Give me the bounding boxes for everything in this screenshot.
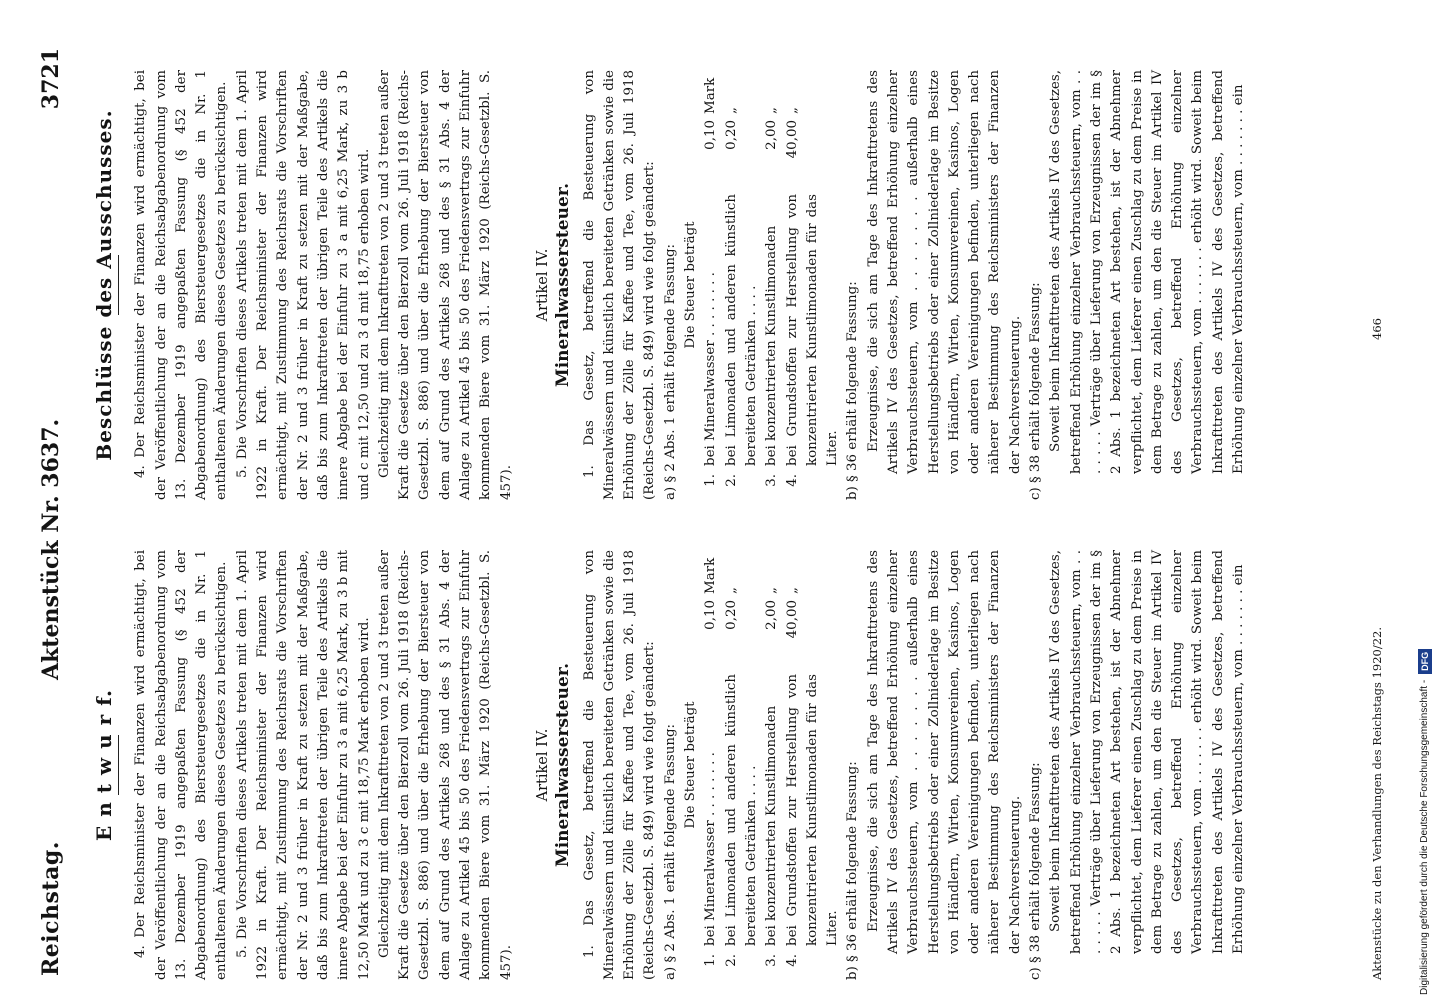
left-tax-item: 3. bei konzentrierten Kunstlimonaden 2,00 „ xyxy=(764,587,780,967)
left-column-entwurf xyxy=(80,550,1249,980)
right-para-6: Gleichzeitig mit dem Inkrafttreten von 2 und 3 treten außer Kraft die Gesetze über den Bierzoll vom 26. Juli 1918 (Reichs-Gesetzbl. S. 886) und über die Erhebung der Biersteuer von dem auf Grund des Artikels 268 und des § 31 Abs. 4 der Anlage zu Artikel 45 bis 50 des Friedensvertrags zur Einfuhr kommenden Biere vom 31. März 1920 (Reichs-Gesetzbl. S. 457). xyxy=(376,70,514,500)
left-tax-intro: Die Steuer beträgt xyxy=(683,701,699,829)
digitization-sidebar xyxy=(1416,0,1434,1000)
right-column-beschluesse xyxy=(80,70,1249,500)
right-sub-c: c) § 38 erhält folgende Fassung: xyxy=(1028,282,1044,500)
left-tax-item: 4. bei Grundstoffen zur Herstellung von konzentrierten Kunstlimonaden für das Liter. 40,00 „ xyxy=(784,587,841,967)
left-sub-a: a) § 2 Abs. 1 erhält folgende Fassung: xyxy=(662,723,678,980)
right-para-5: 5. Die Vorschriften dieses Artikels treten mit dem 1. April 1922 in Kraft. Der Reichsminister der Finanzen wird ermächtigt, mit Zustimmung des Reichsrats die Vorschriften der Nr. 2 und 3 früher in Kraft zu setzen mit der Maßgabe, daß bis zum Inkrafttreten der übrigen Teile des Artikels die innere Abgabe bei der Einfuhr zu 3 a mit 6,25 Mark, zu 3 b und c mit 12,50 und zu 3 d mit 18,75 erhoben wird. xyxy=(234,70,372,500)
dfg-logo-icon: DFG xyxy=(1418,649,1432,674)
left-para-6: Gleichzeitig mit dem Inkrafttreten von 2 und 3 treten außer Kraft die Gesetze über den Bierzoll vom 26. Juli 1918 (Reichs-Gesetzbl. S. 886) und über die Erhebung der Biersteuer von dem auf Grund des Artikels 268 und des § 31 Abs. 4 der Anlage zu Artikel 45 bis 50 des Friedensvertrags zur Einfuhr kommenden Biere vom 31. März 1920 (Reichs-Gesetzbl. S. 457). xyxy=(376,550,514,980)
left-para-4: 4. Der Reichsminister der Finanzen wird ermächtigt, bei der Veröffentlichung der an die Reichsabgabenordnung vom 13. Dezember 1919 angepaßten Fassung (§ 452 der Abgabenordnung) des Biersteuergesetzes die in Nr. 1 enthaltenen Änderungen dieses Gesetzes zu berücksichtigen. xyxy=(133,550,230,980)
left-sub-b-text: Erzeugnisse, die sich am Tage des Inkrafttretens des Artikels IV des Gesetzes, betreffend Erhöhung einzelner Verbrauchssteuern, vom . . . . . . . außerhalb eines Herstellungsbetriebs oder einer Zollniederlage im Besitze von Händlern, Wirten, Konsumvereinen, Kasinos, Logen oder anderen Vereinigungen befinden, unterliegen nach näherer Bestimmung des Reichsministers der Finanzen der Nachversteuerung. xyxy=(865,550,1023,954)
footer-note: Aktenstücke zu den Verhandlungen des Reichstags 1920/22. xyxy=(1370,626,1384,980)
right-para-4: 4. Der Reichsminister der Finanzen wird ermächtigt, bei der Veröffentlichung der an die Reichsabgabenordnung vom 13. Dezember 1919 angepaßten Fassung (§ 452 der Abgabenordnung) des Biersteuergesetzes die in Nr. 1 enthaltenen Änderungen dieses Gesetzes zu berücksichtigen. xyxy=(133,70,230,500)
digitization-credit: Digitalisierung gefördert durch die Deutsche Forschungsgemeinschaft - xyxy=(1419,679,1430,995)
right-tax-item: 3. bei konzentrierten Kunstlimonaden 2,00 „ xyxy=(764,107,780,487)
right-heading-rule xyxy=(118,255,119,315)
right-tax-item: 2. bei Limonaden und anderen künstlich bereiteten Getränken . . . . 0,20 „ xyxy=(723,107,759,487)
right-tax-intro: Die Steuer beträgt xyxy=(683,221,699,349)
left-sub-c: c) § 38 erhält folgende Fassung: xyxy=(1028,762,1044,980)
left-para-5: 5. Die Vorschriften dieses Artikels treten mit dem 1. April 1922 in Kraft. Der Reichsminister der Finanzen wird ermächtigt, mit Zustimmung des Reichsrats die Vorschriften der Nr. 2 und 3 früher in Kraft zu setzen mit der Maßgabe, daß bis zum Inkrafttreten der übrigen Teile des Artikels die innere Abgabe bei der Einfuhr zu 3 a mit 6,25 Mark, zu 3 b mit 12,50 Mark und zu 3 c mit 18,75 Mark erhoben wird. xyxy=(234,550,372,980)
footer-page-mark: 466 xyxy=(1370,318,1384,340)
right-article: Artikel IV. xyxy=(534,248,551,322)
header-reichstag: Reichstag. xyxy=(38,841,64,976)
left-heading: E n t w u r f. xyxy=(92,689,116,841)
right-heading: Beschlüsse des Ausschusses. xyxy=(92,109,116,461)
page-number: 3721 xyxy=(38,48,64,110)
left-article: Artikel IV. xyxy=(534,728,551,802)
right-sub-a: a) § 2 Abs. 1 erhält folgende Fassung: xyxy=(662,243,678,500)
right-intro: 1. Das Gesetz, betreffend die Besteuerung von Mineralwässern und künstlich bereiteten Getränken sowie die Erhöhung der Zölle für Kaffee und Tee, vom 26. Juli 1918 (Reichs-Gesetzbl. S. 849) wird wie folgt geändert: xyxy=(581,70,658,500)
right-tax-item: 1. bei Mineralwasser . . . . . . . . 0,10 Mark xyxy=(703,77,719,487)
page-header xyxy=(32,40,72,980)
left-intro: 1. Das Gesetz, betreffend die Besteuerung von Mineralwässern und künstlich bereiteten Getränken sowie die Erhöhung der Zölle für Kaffee und Tee, vom 26. Juli 1918 (Reichs-Gesetzbl. S. 849) wird wie folgt geändert: xyxy=(581,550,658,980)
right-sub-c-text: Soweit beim Inkrafttreten des Artikels IV des Gesetzes, betreffend Erhöhung einzelner Verbrauchssteuern, vom . . . . . . . Verträge über Lieferung von Erzeugnissen der im § 2 Abs. 1 bezeichneten Art bestehen, ist der Abnehmer verpflichtet, dem Lieferer einen Zuschlag zu dem Preise in dem Betrage zu zahlen, um den die Steuer im Artikel IV des Gesetzes, betreffend Erhöhung einzelner Verbrauchssteuern, vom . . . . . . . erhöht wird. Soweit beim Inkrafttreten des Artikels IV des Gesetzes, betreffend Erhöhung einzelner Verbrauchssteuern, vom . . . . . . . ein xyxy=(1048,70,1247,474)
left-sub-c-text: Soweit beim Inkrafttreten des Artikels IV des Gesetzes, betreffend Erhöhung einzelner Verbrauchssteuern, vom . . . . . . . Verträge über Lieferung von Erzeugnissen der im § 2 Abs. 1 bezeichneten Art bestehen, ist der Abnehmer verpflichtet, dem Lieferer einen Zuschlag zu dem Preise in dem Betrage zu zahlen, um den die Steuer im Artikel IV des Gesetzes, betreffend Erhöhung einzelner Verbrauchssteuern, vom . . . . . . . erhöht wird. Soweit beim Inkrafttreten des Artikels IV des Gesetzes, betreffend Erhöhung einzelner Verbrauchssteuern, vom . . . . . . . ein xyxy=(1048,550,1247,954)
right-tax-item: 4. bei Grundstoffen zur Herstellung von konzentrierten Kunstlimonaden für das Liter. 40,00 „ xyxy=(784,107,841,487)
left-heading-rule xyxy=(118,735,119,795)
rotated-document-page xyxy=(32,40,1392,980)
left-article-title: Mineralwassersteuer. xyxy=(553,662,574,868)
right-sub-b: b) § 36 erhält folgende Fassung: xyxy=(845,281,861,500)
right-sub-b-text: Erzeugnisse, die sich am Tage des Inkrafttretens des Artikels IV des Gesetzes, betreffend Erhöhung einzelner Verbrauchssteuern, vom . . . . . . . außerhalb eines Herstellungsbetriebs oder einer Zollniederlage im Besitze von Händlern, Wirten, Konsumvereinen, Kasinos, Logen oder anderen Vereinigungen befinden, unterliegen nach näherer Bestimmung des Reichsministers der Finanzen der Nachversteuerung. xyxy=(865,70,1023,474)
right-article-title: Mineralwassersteuer. xyxy=(553,182,574,388)
left-tax-item: 2. bei Limonaden und anderen künstlich bereiteten Getränken . . . . 0,20 „ xyxy=(723,587,759,967)
left-tax-item: 1. bei Mineralwasser . . . . . . . . 0,10 Mark xyxy=(703,557,719,967)
header-title: Aktenstück Nr. 3637. xyxy=(38,418,64,680)
left-sub-b: b) § 36 erhält folgende Fassung: xyxy=(845,761,861,980)
